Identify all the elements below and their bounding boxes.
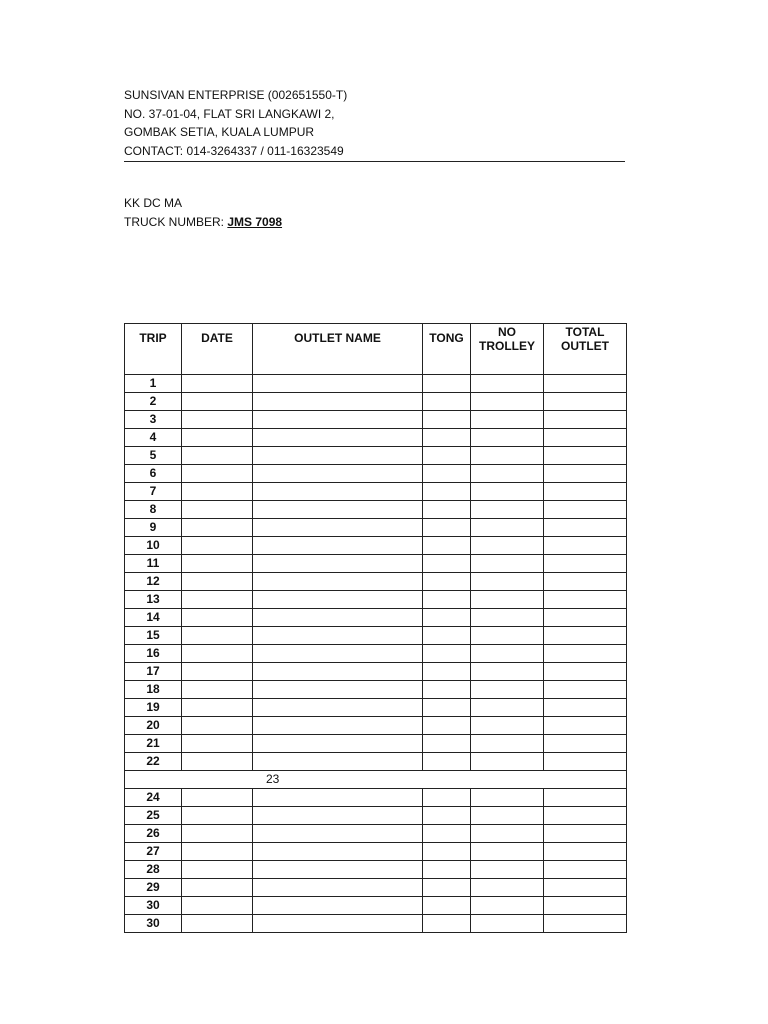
depot-label: KK DC MA: [124, 196, 183, 210]
tong-cell[interactable]: [423, 915, 471, 933]
date-cell[interactable]: [182, 609, 253, 627]
outlet-name-cell[interactable]: [253, 573, 423, 591]
table-row: [125, 627, 627, 645]
date-cell[interactable]: [182, 519, 253, 537]
total-outlet-cell[interactable]: [544, 753, 627, 771]
date-cell[interactable]: [182, 843, 253, 861]
trip-cell: 2: [125, 393, 182, 411]
trip-cell: 5: [125, 447, 182, 465]
tong-cell[interactable]: [423, 573, 471, 591]
date-cell[interactable]: [182, 807, 253, 825]
no-trolley-cell[interactable]: [471, 429, 544, 447]
table-row: [125, 915, 627, 933]
outlet-name-cell[interactable]: [253, 483, 423, 501]
table-row: [125, 825, 627, 843]
outlet-name-cell[interactable]: [253, 555, 423, 573]
date-cell[interactable]: [182, 861, 253, 879]
total-outlet-cell[interactable]: [544, 411, 627, 429]
tong-cell[interactable]: [423, 735, 471, 753]
total-outlet-cell[interactable]: [544, 537, 627, 555]
no-trolley-cell[interactable]: [471, 483, 544, 501]
company-header: [124, 86, 625, 162]
tong-cell[interactable]: [423, 879, 471, 897]
outlet-name-cell[interactable]: [253, 591, 423, 609]
date-cell[interactable]: [182, 627, 253, 645]
total-outlet-cell[interactable]: [544, 519, 627, 537]
table-header-row: [125, 324, 627, 375]
trip-cell: 18: [125, 681, 182, 699]
total-outlet-cell[interactable]: [544, 501, 627, 519]
date-cell[interactable]: [182, 411, 253, 429]
outlet-name-cell[interactable]: [253, 465, 423, 483]
tong-cell[interactable]: [423, 519, 471, 537]
date-cell[interactable]: [182, 429, 253, 447]
table-row: [125, 717, 627, 735]
no-trolley-cell[interactable]: [471, 663, 544, 681]
trip-cell: 3: [125, 411, 182, 429]
column-header-outlet-name: OUTLET NAME: [253, 324, 423, 375]
no-trolley-cell[interactable]: [471, 609, 544, 627]
outlet-name-cell[interactable]: [253, 627, 423, 645]
merged-row-cell: 23: [125, 771, 627, 789]
date-cell[interactable]: [182, 735, 253, 753]
table-row: [125, 807, 627, 825]
tong-cell[interactable]: [423, 717, 471, 735]
no-trolley-cell[interactable]: [471, 825, 544, 843]
outlet-name-cell[interactable]: [253, 447, 423, 465]
date-cell[interactable]: [182, 681, 253, 699]
tong-cell[interactable]: [423, 807, 471, 825]
company-contact: CONTACT: 014-3264337 / 011-16323549: [124, 143, 344, 158]
trip-cell: 19: [125, 699, 182, 717]
truck-number-line: [124, 213, 282, 232]
no-trolley-cell[interactable]: [471, 555, 544, 573]
tong-cell[interactable]: [423, 555, 471, 573]
trip-cell: 9: [125, 519, 182, 537]
no-trolley-cell[interactable]: [471, 411, 544, 429]
truck-number-value: JMS 7098: [227, 215, 283, 229]
date-cell[interactable]: [182, 753, 253, 771]
trip-cell: 12: [125, 573, 182, 591]
table-row: [125, 555, 627, 573]
outlet-name-cell[interactable]: [253, 861, 423, 879]
trip-cell: 22: [125, 753, 182, 771]
table-row: [125, 573, 627, 591]
date-cell[interactable]: [182, 915, 253, 933]
table-row: [125, 537, 627, 555]
company-name: SUNSIVAN ENTERPRISE (002651550-T): [124, 88, 348, 102]
tong-cell[interactable]: [423, 465, 471, 483]
no-trolley-cell[interactable]: [471, 393, 544, 411]
outlet-name-cell[interactable]: [253, 717, 423, 735]
tong-cell[interactable]: [423, 483, 471, 501]
trip-cell: 8: [125, 501, 182, 519]
total-outlet-cell[interactable]: [544, 915, 627, 933]
table-row: [125, 789, 627, 807]
outlet-name-cell[interactable]: [253, 879, 423, 897]
total-outlet-cell[interactable]: [544, 573, 627, 591]
tong-cell[interactable]: [423, 825, 471, 843]
truck-number-label: TRUCK NUMBER:: [124, 215, 228, 229]
no-trolley-cell[interactable]: [471, 645, 544, 663]
date-cell[interactable]: [182, 483, 253, 501]
no-trolley-cell[interactable]: [471, 861, 544, 879]
date-cell[interactable]: [182, 393, 253, 411]
column-header-tong: TONG: [423, 324, 471, 375]
table-row: [125, 753, 627, 771]
table-row: [125, 483, 627, 501]
table-row: [125, 645, 627, 663]
no-trolley-cell[interactable]: [471, 843, 544, 861]
trip-cell: 15: [125, 627, 182, 645]
outlet-name-cell[interactable]: [253, 681, 423, 699]
tong-cell[interactable]: [423, 645, 471, 663]
trip-cell: 17: [125, 663, 182, 681]
trip-cell: 21: [125, 735, 182, 753]
no-trolley-cell[interactable]: [471, 897, 544, 915]
no-trolley-cell[interactable]: [471, 681, 544, 699]
truck-info: [124, 194, 282, 232]
total-outlet-cell[interactable]: [544, 393, 627, 411]
no-trolley-cell[interactable]: [471, 879, 544, 897]
no-trolley-cell[interactable]: [471, 537, 544, 555]
total-outlet-cell[interactable]: [544, 555, 627, 573]
total-outlet-cell[interactable]: [544, 681, 627, 699]
table-row: [125, 699, 627, 717]
date-cell[interactable]: [182, 717, 253, 735]
table-row: [125, 879, 627, 897]
trip-cell: 26: [125, 825, 182, 843]
outlet-name-cell[interactable]: [253, 807, 423, 825]
trip-cell: 11: [125, 555, 182, 573]
date-cell[interactable]: [182, 573, 253, 591]
outlet-name-cell[interactable]: [253, 663, 423, 681]
trip-cell: 20: [125, 717, 182, 735]
outlet-name-cell[interactable]: [253, 537, 423, 555]
trip-cell: 13: [125, 591, 182, 609]
outlet-name-cell[interactable]: [253, 501, 423, 519]
table-row: [125, 735, 627, 753]
no-trolley-cell[interactable]: [471, 375, 544, 393]
company-address-line-2: GOMBAK SETIA, KUALA LUMPUR: [124, 125, 315, 139]
tong-cell[interactable]: [423, 393, 471, 411]
table-row: [125, 393, 627, 411]
tong-cell[interactable]: [423, 447, 471, 465]
tong-cell[interactable]: [423, 609, 471, 627]
date-cell[interactable]: [182, 879, 253, 897]
date-cell[interactable]: [182, 699, 253, 717]
tong-cell[interactable]: [423, 663, 471, 681]
trip-cell: 6: [125, 465, 182, 483]
no-trolley-cell[interactable]: [471, 699, 544, 717]
total-outlet-cell[interactable]: [544, 825, 627, 843]
outlet-name-cell[interactable]: [253, 897, 423, 915]
no-trolley-cell[interactable]: [471, 591, 544, 609]
column-header-date: DATE: [182, 324, 253, 375]
total-outlet-cell[interactable]: [544, 627, 627, 645]
tong-cell[interactable]: [423, 591, 471, 609]
tong-cell[interactable]: [423, 627, 471, 645]
total-outlet-cell[interactable]: [544, 789, 627, 807]
total-outlet-cell[interactable]: [544, 591, 627, 609]
column-header-total-outlet: TOTAL OUTLET: [544, 324, 627, 375]
tong-cell[interactable]: [423, 699, 471, 717]
total-outlet-cell[interactable]: [544, 483, 627, 501]
table-row: [125, 429, 627, 447]
outlet-name-cell[interactable]: [253, 789, 423, 807]
tong-cell[interactable]: [423, 861, 471, 879]
no-trolley-cell[interactable]: [471, 519, 544, 537]
outlet-name-cell[interactable]: [253, 393, 423, 411]
table-row: [125, 447, 627, 465]
total-outlet-cell[interactable]: [544, 663, 627, 681]
trip-cell: 30: [125, 915, 182, 933]
trip-cell: 10: [125, 537, 182, 555]
tong-cell[interactable]: [423, 843, 471, 861]
trip-cell: 30: [125, 897, 182, 915]
total-outlet-cell[interactable]: [544, 609, 627, 627]
table-row: [125, 519, 627, 537]
total-outlet-cell[interactable]: [544, 447, 627, 465]
date-cell[interactable]: [182, 465, 253, 483]
date-cell[interactable]: [182, 897, 253, 915]
tong-cell[interactable]: [423, 897, 471, 915]
no-trolley-cell[interactable]: [471, 573, 544, 591]
column-header-trip: TRIP: [125, 324, 182, 375]
total-outlet-cell[interactable]: [544, 897, 627, 915]
table-row: [125, 663, 627, 681]
no-trolley-cell[interactable]: [471, 627, 544, 645]
trip-cell: 1: [125, 375, 182, 393]
trip-cell: 25: [125, 807, 182, 825]
total-outlet-cell[interactable]: [544, 699, 627, 717]
table-row: [125, 591, 627, 609]
table-row: [125, 411, 627, 429]
trip-cell: 28: [125, 861, 182, 879]
outlet-name-cell[interactable]: [253, 735, 423, 753]
table-row: [125, 465, 627, 483]
date-cell[interactable]: [182, 447, 253, 465]
total-outlet-cell[interactable]: [544, 735, 627, 753]
trip-cell: 16: [125, 645, 182, 663]
trip-cell: 29: [125, 879, 182, 897]
total-outlet-cell[interactable]: [544, 879, 627, 897]
date-cell[interactable]: [182, 789, 253, 807]
total-outlet-cell[interactable]: [544, 429, 627, 447]
no-trolley-cell[interactable]: [471, 915, 544, 933]
total-outlet-cell[interactable]: [544, 717, 627, 735]
tong-cell[interactable]: [423, 501, 471, 519]
tong-cell[interactable]: [423, 537, 471, 555]
tong-cell[interactable]: [423, 789, 471, 807]
table-row: [125, 843, 627, 861]
no-trolley-cell[interactable]: [471, 447, 544, 465]
total-outlet-cell[interactable]: [544, 465, 627, 483]
total-outlet-cell[interactable]: [544, 843, 627, 861]
tong-cell[interactable]: [423, 753, 471, 771]
outlet-name-cell[interactable]: [253, 915, 423, 933]
tong-cell[interactable]: [423, 681, 471, 699]
outlet-name-cell[interactable]: [253, 519, 423, 537]
date-cell[interactable]: [182, 555, 253, 573]
table-body: [125, 375, 627, 933]
column-header-no-trolley: NO TROLLEY: [471, 324, 544, 375]
tong-cell[interactable]: [423, 411, 471, 429]
table-row: [125, 897, 627, 915]
table-row: [125, 609, 627, 627]
date-cell[interactable]: [182, 375, 253, 393]
outlet-name-cell[interactable]: [253, 609, 423, 627]
total-outlet-cell[interactable]: [544, 807, 627, 825]
date-cell[interactable]: [182, 663, 253, 681]
trip-cell: 14: [125, 609, 182, 627]
no-trolley-cell[interactable]: [471, 717, 544, 735]
tong-cell[interactable]: [423, 375, 471, 393]
date-cell[interactable]: [182, 825, 253, 843]
table-row: [125, 771, 627, 789]
outlet-name-cell[interactable]: [253, 429, 423, 447]
trip-cell: 27: [125, 843, 182, 861]
total-outlet-cell[interactable]: [544, 861, 627, 879]
trip-cell: 4: [125, 429, 182, 447]
outlet-name-cell[interactable]: [253, 411, 423, 429]
outlet-name-cell[interactable]: [253, 699, 423, 717]
table-row: [125, 501, 627, 519]
table-row: [125, 861, 627, 879]
tong-cell[interactable]: [423, 429, 471, 447]
no-trolley-cell[interactable]: [471, 807, 544, 825]
outlet-name-cell[interactable]: [253, 825, 423, 843]
no-trolley-cell[interactable]: [471, 789, 544, 807]
trip-cell: 7: [125, 483, 182, 501]
company-address-line-1: NO. 37-01-04, FLAT SRI LANGKAWI 2,: [124, 106, 335, 121]
no-trolley-cell[interactable]: [471, 753, 544, 771]
table-row: [125, 681, 627, 699]
outlet-name-cell[interactable]: [253, 843, 423, 861]
outlet-name-cell[interactable]: [253, 645, 423, 663]
table-row: [125, 375, 627, 393]
date-cell[interactable]: [182, 591, 253, 609]
date-cell[interactable]: [182, 537, 253, 555]
no-trolley-cell[interactable]: [471, 465, 544, 483]
total-outlet-cell[interactable]: [544, 645, 627, 663]
total-outlet-cell[interactable]: [544, 375, 627, 393]
date-cell[interactable]: [182, 501, 253, 519]
outlet-name-cell[interactable]: [253, 753, 423, 771]
no-trolley-cell[interactable]: [471, 501, 544, 519]
no-trolley-cell[interactable]: [471, 735, 544, 753]
trip-log-table: [124, 323, 627, 933]
date-cell[interactable]: [182, 645, 253, 663]
trip-cell: 24: [125, 789, 182, 807]
outlet-name-cell[interactable]: [253, 375, 423, 393]
